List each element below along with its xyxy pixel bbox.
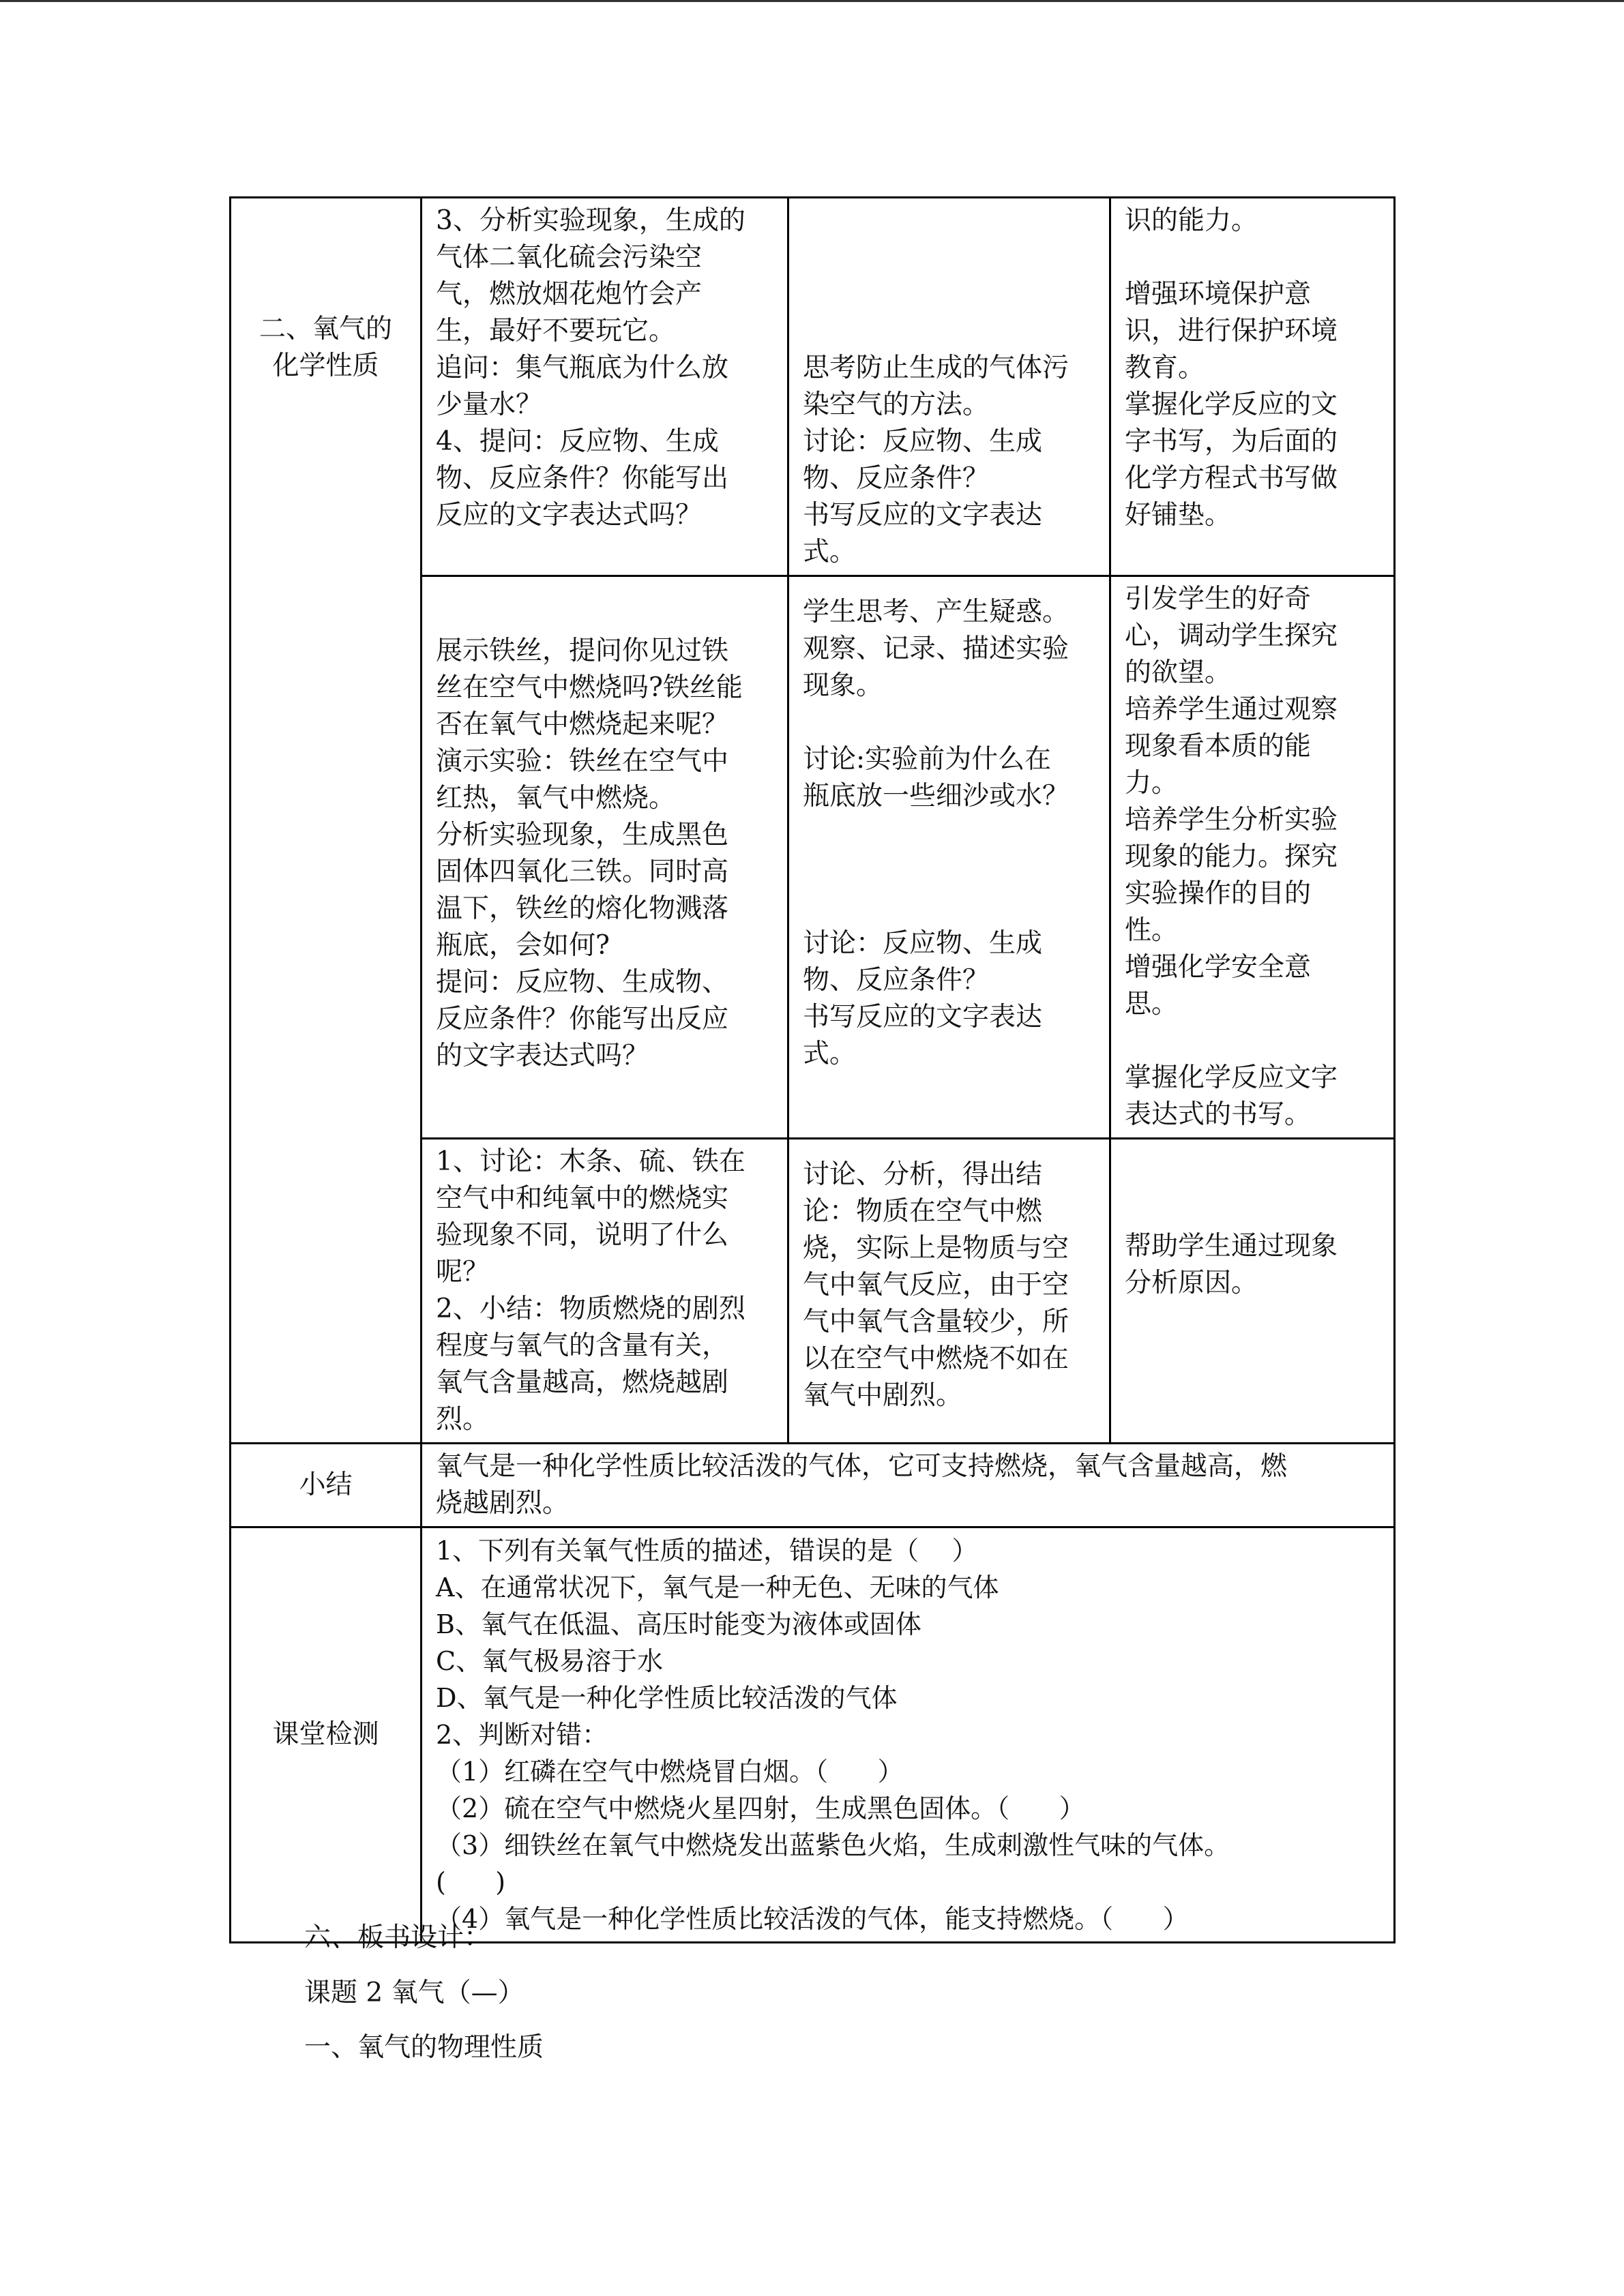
text-line: 物、反应条件？ bbox=[803, 965, 990, 996]
text-line: 物、反应条件？ bbox=[803, 463, 990, 494]
stage-label: 二、氧气的 bbox=[259, 314, 392, 344]
text-line: 的文字表达式吗？ bbox=[436, 1041, 649, 1071]
text-line: 讨论：反应物、生成 bbox=[803, 426, 1043, 457]
text-line: 的欲望。 bbox=[1125, 657, 1232, 688]
text-line: 识，进行保护环境 bbox=[1125, 316, 1338, 346]
text-line: 思。 bbox=[1125, 989, 1179, 1019]
student-activity-cell bbox=[788, 576, 1110, 1139]
blank-line bbox=[1125, 239, 1385, 276]
text-line: 提问：反应物、生成物、 bbox=[436, 967, 729, 998]
blank-line bbox=[803, 704, 1101, 741]
text-line: 4、提问：反应物、生成 bbox=[436, 426, 719, 457]
text-line: 固体四氧化三铁。同时高 bbox=[436, 856, 729, 887]
stage-label: 小结 bbox=[299, 1470, 353, 1500]
text-line: 掌握化学反应的文 bbox=[1125, 389, 1338, 420]
text-line: 式。 bbox=[803, 537, 857, 567]
text-line: 现象的能力。探究 bbox=[1125, 841, 1338, 872]
page-top-border bbox=[0, 0, 1624, 2]
blank-line bbox=[803, 852, 1101, 889]
text-line: 识的能力。 bbox=[1125, 205, 1258, 236]
text-line: 学生思考、产生疑惑。 bbox=[803, 597, 1069, 627]
text-line: 丝在空气中燃烧吗?铁丝能 bbox=[436, 672, 743, 703]
text-line: 以在空气中燃烧不如在 bbox=[803, 1343, 1069, 1374]
teacher-activity-cell bbox=[422, 576, 788, 1139]
quiz-line: （2）硫在空气中燃烧火星四射，生成黑色固体。（ ） bbox=[436, 1793, 1085, 1823]
text-line: 2、小结：物质燃烧的剧烈 bbox=[436, 1294, 745, 1324]
text-line: 力。 bbox=[1125, 768, 1179, 799]
blank-line bbox=[803, 815, 1101, 852]
quiz-line: （1）红磷在空气中燃烧冒白烟。（ ） bbox=[436, 1757, 904, 1787]
quiz-line: A、在通常状况下，氧气是一种无色、无味的气体 bbox=[436, 1572, 999, 1602]
text-line: 帮助学生通过现象 bbox=[1125, 1231, 1338, 1262]
student-activity-cell bbox=[788, 198, 1110, 576]
design-intent-cell bbox=[1110, 198, 1395, 576]
quiz-cell bbox=[422, 1527, 1395, 1943]
text-line: 生，最好不要玩它。 bbox=[436, 316, 676, 346]
quiz-line: C、氧气极易溶于水 bbox=[436, 1646, 664, 1676]
text-line: 瓶底，会如何? bbox=[436, 930, 610, 961]
quiz-line: （4）氧气是一种化学性质比较活泼的气体，能支持燃烧。（ ） bbox=[436, 1904, 1189, 1934]
text-line: 展示铁丝，提问你见过铁 bbox=[436, 636, 729, 666]
text-line: 演示实验：铁丝在空气中 bbox=[436, 746, 729, 777]
text-line: 1、讨论：木条、硫、铁在 bbox=[436, 1146, 745, 1177]
lesson-plan-table bbox=[229, 196, 1396, 1943]
text-line: 瓶底放一些细沙或水？ bbox=[803, 781, 1069, 811]
stage-label: 化学性质 bbox=[272, 351, 379, 381]
stage-cell-oxygen-chemical bbox=[231, 198, 422, 1444]
text-line: 少量水？ bbox=[436, 389, 543, 420]
text-line: 烧越剧烈。 bbox=[436, 1488, 570, 1519]
summary-cell bbox=[422, 1444, 1395, 1527]
text-line: 化学方程式书写做 bbox=[1125, 463, 1338, 494]
text-line: 染空气的方法。 bbox=[803, 389, 990, 420]
teacher-activity-cell bbox=[422, 1139, 788, 1444]
text-line: 心，调动学生探究 bbox=[1125, 621, 1338, 651]
text-line: 培养学生分析实验 bbox=[1125, 805, 1338, 835]
board-title: 课题 2 氧气（—） bbox=[304, 1978, 525, 2008]
text-line: 思考防止生成的气体污 bbox=[803, 353, 1069, 383]
board-item: 一、氧气的物理性质 bbox=[304, 2032, 544, 2063]
text-line: 分析实验现象，生成黑色 bbox=[436, 820, 729, 850]
text-line: 反应条件？你能写出反应 bbox=[436, 1004, 729, 1034]
text-line: 氧气是一种化学性质比较活泼的气体，它可支持燃烧，氧气含量越高，燃 bbox=[436, 1451, 1288, 1482]
text-line: 表达式的书写。 bbox=[1125, 1099, 1312, 1130]
design-intent-cell bbox=[1110, 576, 1395, 1139]
text-line: 掌握化学反应文字 bbox=[1125, 1062, 1338, 1093]
text-line: 论：物质在空气中燃 bbox=[803, 1196, 1043, 1227]
blank-line bbox=[803, 889, 1101, 925]
text-line: 氧气含量越高，燃烧越剧 bbox=[436, 1367, 729, 1398]
quiz-line: 1、下列有关氧气性质的描述，错误的是（ ） bbox=[436, 1536, 978, 1566]
text-line: 追问：集气瓶底为什么放 bbox=[436, 353, 729, 383]
quiz-line: （3）细铁丝在氧气中燃烧发出蓝紫色火焰，生成刺激性气味的气体。 bbox=[436, 1830, 1230, 1860]
text-line: 现象。 bbox=[803, 670, 883, 701]
text-line: 温下，铁丝的熔化物溅落 bbox=[436, 893, 729, 924]
text-line: 验现象不同，说明了什么 bbox=[436, 1220, 729, 1251]
text-line: 实验操作的目的 bbox=[1125, 878, 1312, 909]
text-line: 引发学生的好奇 bbox=[1125, 584, 1312, 614]
text-line: 氧气中剧烈。 bbox=[803, 1380, 963, 1411]
text-line: 讨论:实验前为什么在 bbox=[803, 744, 1052, 775]
text-line: 现象看本质的能 bbox=[1125, 731, 1312, 762]
stage-label: 课堂检测 bbox=[272, 1719, 379, 1750]
student-activity-cell bbox=[788, 1139, 1110, 1444]
text-line: 气中氧气反应，由于空 bbox=[803, 1270, 1069, 1300]
text-line: 红热，氧气中燃烧。 bbox=[436, 783, 676, 814]
table-row bbox=[231, 1527, 1395, 1943]
stage-cell-quiz bbox=[231, 1527, 422, 1943]
text-line: 讨论、分析，得出结 bbox=[803, 1159, 1043, 1190]
text-line: 观察、记录、描述实验 bbox=[803, 633, 1069, 664]
quiz-line: B、氧气在低温、高压时能变为液体或固体 bbox=[436, 1609, 921, 1639]
text-line: 字书写，为后面的 bbox=[1125, 426, 1338, 457]
blank-line bbox=[1125, 1023, 1385, 1060]
text-line: 性。 bbox=[1125, 915, 1179, 946]
table-row bbox=[231, 198, 1395, 576]
text-line: 气体二氧化硫会污染空 bbox=[436, 242, 703, 273]
text-line: 教育。 bbox=[1125, 353, 1205, 383]
table-row bbox=[231, 1444, 1395, 1527]
board-design-heading: 六、板书设计： bbox=[304, 1922, 491, 1953]
teacher-activity-cell bbox=[422, 198, 788, 576]
text-line: 气中氧气含量较少，所 bbox=[803, 1307, 1069, 1337]
text-line: 反应的文字表达式吗？ bbox=[436, 500, 703, 531]
text-line: 3、分析实验现象，生成的 bbox=[436, 205, 745, 236]
text-line: 书写反应的文字表达 bbox=[803, 500, 1043, 531]
quiz-line: D、氧气是一种化学性质比较活泼的气体 bbox=[436, 1683, 898, 1713]
text-line: 分析原因。 bbox=[1125, 1268, 1258, 1298]
text-line: 增强化学安全意 bbox=[1125, 952, 1312, 983]
text-line: 呢？ bbox=[436, 1257, 490, 1287]
text-line: 式。 bbox=[803, 1039, 857, 1069]
stage-cell-summary bbox=[231, 1444, 422, 1527]
text-line: 增强环境保护意 bbox=[1125, 279, 1312, 310]
design-intent-cell bbox=[1110, 1139, 1395, 1444]
text-line: 物、反应条件？你能写出 bbox=[436, 463, 729, 494]
quiz-line: 2、判断对错： bbox=[436, 1720, 608, 1750]
text-line: 讨论：反应物、生成 bbox=[803, 928, 1043, 959]
text-line: 否在氧气中燃烧起来呢？ bbox=[436, 709, 729, 740]
text-line: 好铺垫。 bbox=[1125, 500, 1232, 531]
text-line: 程度与氧气的含量有关， bbox=[436, 1330, 729, 1361]
quiz-line: ( ) bbox=[436, 1867, 506, 1897]
text-line: 烈。 bbox=[436, 1404, 490, 1435]
text-line: 空气中和纯氧中的燃烧实 bbox=[436, 1183, 729, 1214]
text-line: 气，燃放烟花炮竹会产 bbox=[436, 279, 703, 310]
text-line: 培养学生通过观察 bbox=[1125, 694, 1338, 725]
text-line: 烧，实际上是物质与空 bbox=[803, 1233, 1069, 1264]
text-line: 书写反应的文字表达 bbox=[803, 1002, 1043, 1032]
